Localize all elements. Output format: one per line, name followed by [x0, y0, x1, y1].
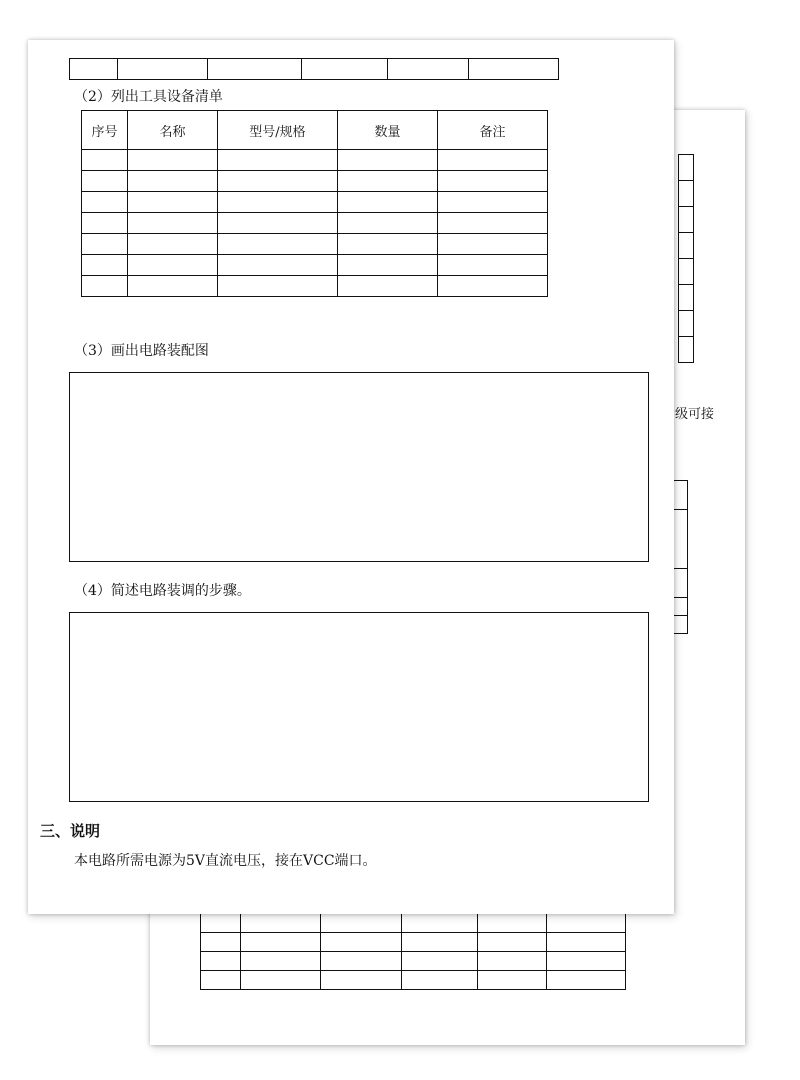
section2-label: （2）列出工具设备清单	[74, 89, 223, 105]
top-table-fragment	[69, 58, 559, 80]
table-row	[82, 171, 548, 192]
header-quantity: 数量	[338, 111, 438, 150]
section3-label: （3）画出电路装配图	[74, 343, 209, 359]
table-row	[82, 255, 548, 276]
tool-list-table	[81, 110, 548, 297]
section-three-text: 本电路所需电源为5V直流电压，接在VCC端口。	[74, 853, 377, 869]
front-page	[28, 40, 674, 914]
section4-label: （4）简述电路装调的步骤。	[74, 583, 251, 599]
table-row	[82, 192, 548, 213]
header-model: 型号/规格	[218, 111, 338, 150]
back-side-text: 级可接	[675, 407, 715, 422]
table-header-row	[82, 111, 548, 150]
table-row	[82, 234, 548, 255]
table-row	[82, 213, 548, 234]
table-row	[82, 150, 548, 171]
section-three-heading: 三、说明	[40, 822, 101, 840]
steps-answer-box[interactable]	[69, 612, 649, 802]
back-bottom-table	[200, 913, 626, 990]
header-index: 序号	[82, 111, 128, 150]
back-right-table	[678, 154, 694, 363]
table-row	[82, 276, 548, 297]
header-remarks: 备注	[438, 111, 548, 150]
header-name: 名称	[128, 111, 218, 150]
assembly-diagram-box[interactable]	[69, 372, 649, 562]
